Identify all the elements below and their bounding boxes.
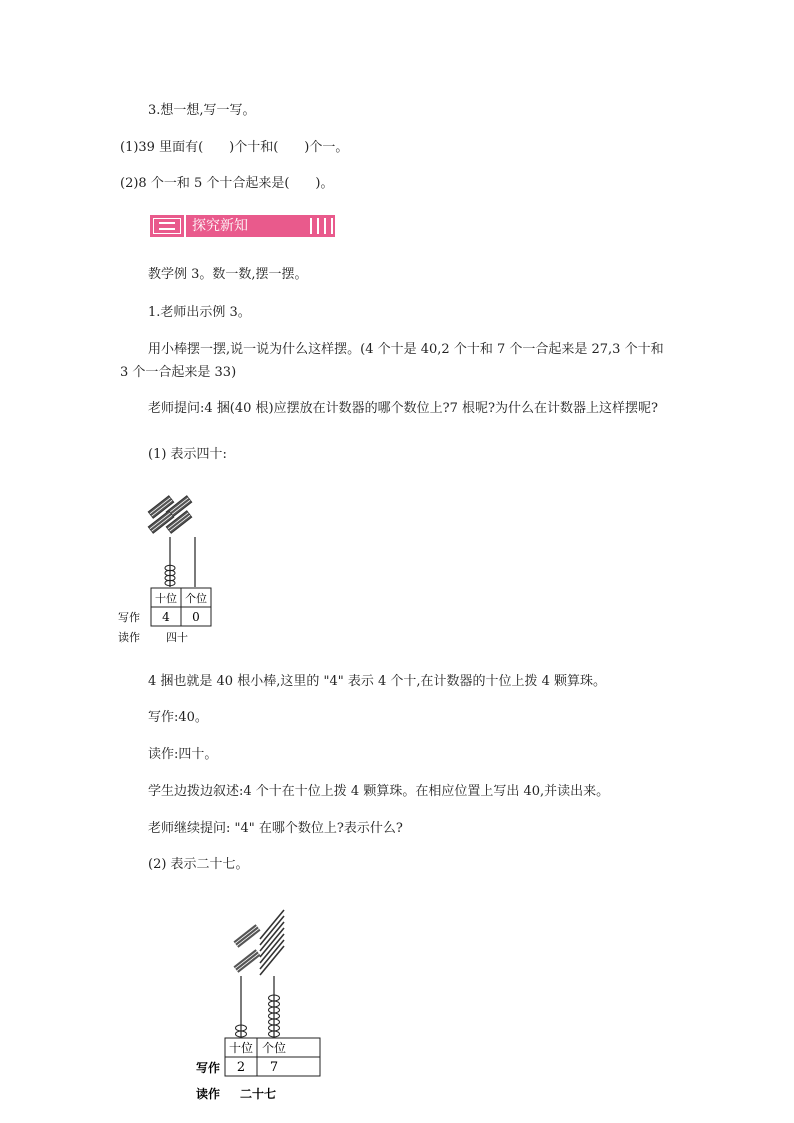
write-label: 写作 [196, 1061, 221, 1075]
number-reading: 四十 [166, 631, 188, 644]
lesson-step-1: 1.老师出示例 3。 [148, 305, 251, 320]
lesson-paragraph-line-2: 3 个一合起来是 33) [120, 365, 237, 380]
loose-sticks-icon [260, 910, 284, 975]
stick-bundles-icon [234, 924, 261, 973]
banner-title: 探究新知 [192, 218, 248, 234]
write-as-forty: 写作:40。 [148, 710, 208, 725]
teacher-follow-up: 老师继续提问: "4" 在哪个数位上?表示什么? [148, 821, 403, 836]
part-1-title: (1) 表示四十: [148, 447, 227, 462]
ones-header: 个位 [261, 1041, 287, 1055]
abacus-figure-forty [115, 494, 225, 649]
ones-header: 个位 [185, 592, 207, 605]
lesson-intro: 教学例 3。数一数,摆一摆。 [148, 267, 308, 282]
abacus-figure-twenty-seven [194, 904, 324, 1104]
tens-digit: 4 [162, 610, 170, 624]
tens-header: 十位 [228, 1041, 254, 1055]
tens-digit: 2 [236, 1060, 246, 1075]
teacher-question: 老师提问:4 捆(40 根)应摆放在计数器的哪个数位上?7 根呢?为什么在计数器上这样摆呢? [148, 401, 658, 416]
section-banner [150, 215, 335, 237]
student-narration: 学生边拨边叙述:4 个十在十位上拨 4 颗算珠。在相应位置上写出 40,并读出来。 [148, 784, 610, 799]
ones-digit: 7 [269, 1060, 279, 1075]
review-question-1: (1)39 里面有( )个十和( )个一。 [120, 140, 349, 155]
number-reading: 二十七 [239, 1087, 277, 1101]
stick-bundles-icon [148, 496, 191, 533]
ones-digit: 0 [192, 610, 200, 624]
tens-header: 十位 [155, 592, 177, 605]
lesson-paragraph-line-1: 用小棒摆一摆,说一说为什么这样摆。(4 个十是 40,2 个十和 7 个一合起来是 27,3 个十和 [148, 342, 664, 357]
review-question-2: (2)8 个一和 5 个十合起来是( )。 [120, 176, 334, 191]
review-heading: 3.想一想,写一写。 [148, 103, 256, 118]
part-2-title: (2) 表示二十七。 [148, 857, 249, 872]
roman-numeral-two-icon [153, 218, 181, 234]
read-as-forty: 读作:四十。 [148, 747, 218, 762]
write-label: 写作 [118, 611, 140, 624]
explanation-forty: 4 捆也就是 40 根小棒,这里的 "4" 表示 4 个十,在计数器的十位上拨 4 颗算珠。 [148, 674, 607, 689]
read-label: 读作 [118, 631, 140, 644]
read-label: 读作 [196, 1087, 221, 1101]
